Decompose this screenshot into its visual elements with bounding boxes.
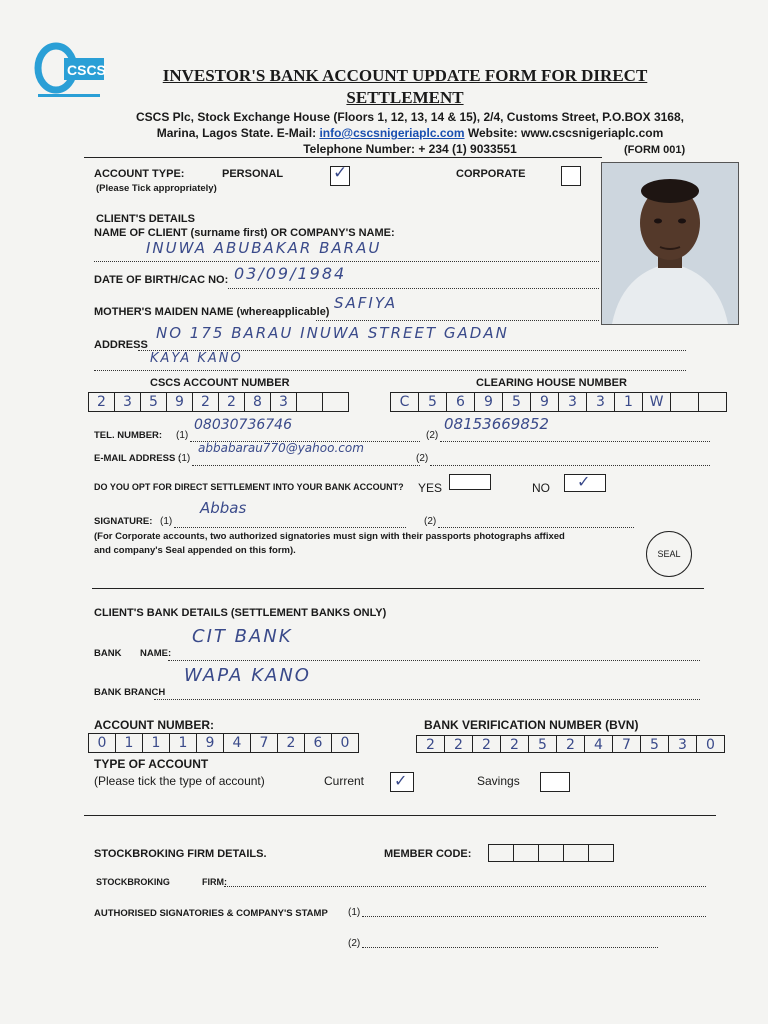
digit-cell[interactable]: 2	[89, 393, 115, 411]
tel2-field[interactable]	[440, 415, 710, 442]
auth1-field[interactable]	[362, 904, 706, 917]
digit-cell[interactable]: 6	[305, 734, 332, 752]
account-number-label: ACCOUNT NUMBER:	[94, 718, 214, 732]
client-details-label: CLIENT'S DETAILS	[96, 213, 195, 225]
signature2-field[interactable]	[438, 511, 634, 528]
stockbroking-label: STOCKBROKING FIRM DETAILS.	[94, 848, 267, 860]
form-title-line1: INVESTOR'S BANK ACCOUNT UPDATE FORM FOR DIRECT	[162, 66, 648, 85]
address-prefix: Marina, Lagos State. E-Mail:	[156, 126, 317, 140]
member-code-boxes[interactable]	[488, 844, 614, 862]
dob-value: 03/09/1984	[234, 264, 347, 283]
member-code-label: MEMBER CODE:	[384, 848, 472, 860]
email2-prefix: (2)	[416, 453, 429, 464]
bank-label: BANK	[94, 648, 122, 659]
account-number-boxes[interactable]	[88, 733, 359, 753]
corporate-checkbox[interactable]	[561, 166, 581, 186]
digit-cell[interactable]: 3	[271, 393, 297, 411]
account-type-section-label: TYPE OF ACCOUNT	[94, 757, 209, 771]
cscs-logo	[34, 42, 106, 104]
sig1-prefix: (1)	[160, 516, 173, 527]
bank-name-field[interactable]	[168, 626, 700, 661]
digit-cell[interactable]: 0	[340, 735, 350, 751]
email-label: E-MAIL ADDRESS :	[94, 453, 182, 464]
digit-cell[interactable]: 9	[167, 393, 193, 411]
digit-cell[interactable]: 9	[197, 734, 224, 752]
bvn-label: BANK VERIFICATION NUMBER (BVN)	[424, 718, 639, 732]
savings-checkbox[interactable]	[540, 772, 570, 792]
digit-cell[interactable]: 5	[141, 393, 167, 411]
corporate-note-line2: and company's Seal appended on this form).	[94, 545, 296, 556]
digit-cell[interactable]: 0	[89, 734, 116, 752]
digit-cell[interactable]: 4	[224, 734, 251, 752]
digit-cell[interactable]	[514, 845, 539, 861]
digit-cell[interactable]: 3	[587, 393, 615, 411]
auth-signatories-label: AUTHORISED SIGNATORIES & COMPANY'S STAMP	[94, 908, 328, 919]
personal-checkbox[interactable]	[330, 163, 350, 186]
digit-cell[interactable]: 3	[669, 736, 697, 752]
bank-branch-value: WAPA KANO	[184, 665, 311, 686]
current-label: Current	[324, 774, 365, 788]
digit-cell[interactable]: 2	[557, 736, 585, 752]
firm-label-1: STOCKBROKING	[96, 877, 170, 887]
tel2-prefix: (2)	[426, 430, 439, 441]
digit-cell[interactable]: 1	[170, 734, 197, 752]
digit-cell[interactable]: 2	[219, 393, 245, 411]
tel1-field[interactable]	[190, 417, 420, 442]
digit-cell[interactable]: 1	[116, 734, 143, 752]
tel-label: TEL. NUMBER:	[94, 430, 163, 441]
digit-cell[interactable]: 5	[641, 736, 669, 752]
digit-cell[interactable]: 8	[245, 393, 271, 411]
cscs-number-boxes[interactable]	[88, 392, 349, 412]
email-link[interactable]: info@cscsnigeriaplc.com	[319, 126, 465, 140]
digit-cell[interactable]: 3	[115, 393, 141, 411]
digit-cell[interactable]	[323, 393, 348, 411]
digit-cell[interactable]: 7	[251, 734, 278, 752]
form-title-line2: SETTLEMENT	[346, 88, 464, 107]
email2-field[interactable]	[430, 449, 710, 466]
digit-cell[interactable]	[539, 845, 564, 861]
tel1-prefix: (1)	[176, 430, 189, 441]
cscs-number-label: CSCS ACCOUNT NUMBER	[150, 377, 290, 389]
seal-label: SEAL	[657, 549, 681, 559]
signature1-field[interactable]	[174, 499, 406, 528]
form-number: (FORM 001)	[624, 144, 686, 156]
digit-cell[interactable]: 2	[445, 736, 473, 752]
email1-prefix: (1)	[178, 453, 191, 464]
current-checkbox[interactable]	[390, 772, 414, 792]
personal-tick: ✓	[333, 163, 350, 183]
bank-name-label: NAME:	[140, 648, 172, 659]
client-name-value: INUWA ABUBAKAR BARAU	[146, 239, 382, 257]
digit-cell[interactable]: 2	[501, 736, 529, 752]
bvn-boxes[interactable]	[416, 735, 725, 753]
digit-cell[interactable]: 9	[531, 393, 559, 411]
bank-name-value: CIT BANK	[192, 626, 293, 647]
auth1-prefix: (1)	[348, 907, 361, 918]
digit-cell[interactable]	[699, 393, 726, 411]
corporate-label: CORPORATE	[456, 168, 526, 180]
digit-cell[interactable]: 7	[613, 736, 641, 752]
passport-photo	[601, 162, 739, 325]
address-value-line2: KAYA KANO	[150, 351, 243, 366]
seal-circle	[646, 531, 692, 577]
address-field-line2[interactable]	[94, 351, 686, 371]
digit-cell[interactable]	[671, 393, 699, 411]
digit-cell[interactable]: 2	[193, 393, 219, 411]
digit-cell[interactable]: 2	[417, 736, 445, 752]
digit-cell[interactable]	[297, 393, 323, 411]
no-checkbox[interactable]	[564, 474, 606, 492]
tel2-value: 08153669852	[444, 415, 549, 433]
header-rule	[84, 157, 602, 158]
digit-cell[interactable]: 3	[559, 393, 587, 411]
mother-field[interactable]	[316, 294, 599, 321]
bank-branch-label: BANK BRANCH	[94, 687, 166, 698]
address-line2	[90, 126, 730, 140]
clearing-number-boxes[interactable]	[390, 392, 727, 412]
account-type-label: ACCOUNT TYPE:	[94, 168, 185, 180]
digit-cell[interactable]: C	[391, 393, 419, 411]
yes-label: YES	[418, 481, 443, 495]
no-tick: ✓	[577, 472, 593, 491]
website: Website: www.cscsnigeriaplc.com	[467, 126, 664, 140]
client-section-rule	[92, 588, 704, 589]
digit-cell[interactable]	[589, 845, 613, 861]
auth2-field[interactable]	[362, 935, 658, 948]
email1-value: abbabarau770@yahoo.com	[198, 441, 364, 455]
digit-cell[interactable]: 5	[529, 736, 557, 752]
digit-cell[interactable]	[564, 845, 589, 861]
sig2-prefix: (2)	[424, 516, 437, 527]
account-type-note: (Please Tick appropriately)	[96, 183, 217, 194]
address-value-line1: NO 175 BARAU INUWA STREET GADAN	[156, 324, 509, 342]
direct-settlement-question: DO YOU OPT FOR DIRECT SETTLEMENT INTO YOUR BANK ACCOUNT?	[94, 482, 404, 492]
yes-checkbox[interactable]	[449, 474, 491, 490]
signature-label: SIGNATURE:	[94, 516, 153, 527]
address-line1: CSCS Plc, Stock Exchange House (Floors 1, 12, 13, 14 & 15), 2/4, Customs Street, P.O.BOX 3168,	[136, 110, 684, 124]
corporate-note-line1: (For Corporate accounts, two authorized signatories must sign with their passports photographs affixed	[94, 531, 565, 542]
digit-cell[interactable]: 5	[419, 393, 447, 411]
digit-cell[interactable]: 2	[278, 734, 305, 752]
digit-cell[interactable]: 0	[706, 737, 715, 753]
bank-section-rule	[84, 815, 716, 816]
telephone: Telephone Number: + 234 (1) 9033551	[303, 142, 517, 156]
client-name-field[interactable]	[94, 239, 599, 262]
auth2-prefix: (2)	[348, 938, 361, 949]
firm-field[interactable]	[224, 874, 706, 887]
mother-value: SAFIYA	[334, 294, 398, 312]
digit-cell[interactable]	[489, 845, 514, 861]
address-field-line1[interactable]	[138, 324, 686, 351]
digit-cell[interactable]: 5	[503, 393, 531, 411]
digit-cell[interactable]: 2	[473, 736, 501, 752]
mother-label: MOTHER'S MAIDEN NAME (whereapplicable)	[94, 306, 330, 318]
clearing-number-label: CLEARING HOUSE NUMBER	[476, 377, 627, 389]
dob-label: DATE OF BIRTH/CAC NO:	[94, 274, 229, 286]
savings-label: Savings	[477, 774, 520, 788]
tel1-value: 08030736746	[194, 417, 292, 433]
current-tick: ✓	[394, 771, 410, 790]
digit-cell[interactable]: 1	[143, 734, 170, 752]
bank-details-label: CLIENT'S BANK DETAILS (SETTLEMENT BANKS ONLY)	[94, 607, 387, 619]
bank-branch-field[interactable]	[154, 665, 700, 700]
account-type-section-note: (Please tick the type of account)	[94, 774, 265, 788]
signature1-value: Abbas	[200, 499, 247, 517]
digit-cell[interactable]: 9	[475, 393, 503, 411]
address-label: ADDRESS	[94, 339, 148, 351]
no-label: NO	[532, 481, 550, 495]
email1-field[interactable]	[192, 441, 420, 466]
digit-cell[interactable]: 6	[447, 393, 475, 411]
personal-label: PERSONAL	[222, 168, 284, 180]
firm-label-2: FIRM:	[202, 877, 227, 887]
digit-cell[interactable]: 1	[615, 393, 643, 411]
dob-field[interactable]	[228, 264, 599, 289]
client-name-label: NAME OF CLIENT (surname first) OR COMPANY'S NAME:	[94, 227, 395, 239]
logo-text: CSCS	[67, 62, 106, 78]
digit-cell[interactable]: 4	[585, 736, 613, 752]
digit-cell[interactable]: W	[643, 393, 671, 411]
